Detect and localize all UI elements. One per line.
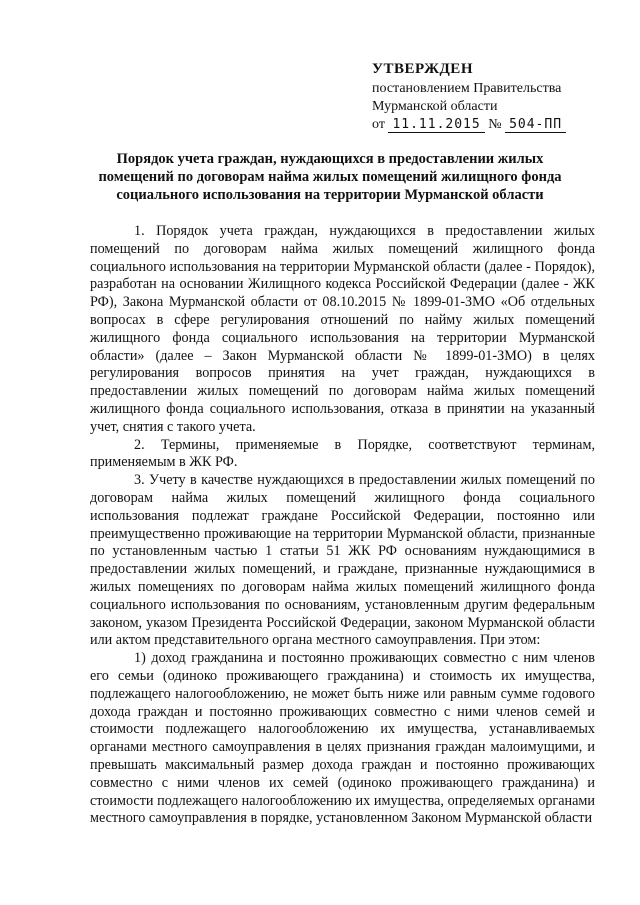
paragraph-3: 3. Учету в качестве нуждающихся в предоставлении жилых помещений по договорам найма жилых помещений жилищного фонда социального использования подлежат граждане Российской Федерации, постоянно или преимущественно проживающие на территории Мурманской области, признанные по установленным частью 1 статьи 51 ЖК РФ основаниям нуждающимися в предоставлении жилых помещений, и граждане, признанные нуждающимися в жилых помещениях по договорам найма жилых помещений жилищного фонда социального использования по основаниям, установленным другим федеральным законом, указом Президента Российской Федерации, законом Мурманской области или актом представительного органа местного самоуправления. При этом: bbox=[90, 472, 595, 649]
handwritten-date: 11.11.2015 bbox=[388, 118, 484, 133]
number-prefix: № bbox=[488, 117, 502, 132]
paragraph-1: 1. Порядок учета граждан, нуждающихся в предоставлении жилых помещений по договорам найма жилых помещений жилищного фонда социального использования на территории Мурманской области (далее - Порядок), разработан на основании Жилищного кодекса Российской Федерации (далее - ЖК РФ), Закона Мурманской области от 08.10.2015 № 1899-01-ЗМО «Об отдельных вопросах в сфере регулирования отношений по найму жилых помещений жилищного фонда социального использования на территории Мурманской области» (далее – Закон Мурманской области № 1899-01-ЗМО) в целях регулирования вопросов принятия на учет граждан, нуждающихся в предоставлении жилых помещений по договорам найма жилых помещений жилищного фонда социального использования, отказа в принятии на указанный учет, снятия с такого учета. bbox=[90, 223, 595, 435]
paragraph-2: 2. Термины, применяемые в Порядке, соответствуют терминам, применяемым в ЖК РФ. bbox=[90, 436, 595, 471]
approval-heading: УТВЕРЖДЕН bbox=[372, 61, 473, 77]
approval-stamp-block bbox=[372, 60, 622, 134]
document-body bbox=[90, 223, 595, 828]
handwritten-number: 504-ПП bbox=[505, 118, 566, 133]
approval-date-line bbox=[372, 116, 622, 134]
approval-line-1: постановлением Правительства bbox=[372, 81, 562, 96]
date-prefix: от bbox=[372, 117, 385, 132]
paragraph-3-subitem-1: 1) доход гражданина и постоянно проживающих совместно с ним членов его семьи (одиноко проживающего гражданина) и стоимость их имущества, подлежащего налогообложению, не может быть ниже или равным сумме годового дохода граждан и постоянно проживающих совместно с ними членов семей и стоимости подлежащего налогообложению их имущества, устанавливаемых органами местного самоуправления в целях признания граждан малоимущими, и превышать максимальный размер дохода граждан и постоянно проживающих совместно с ними членов их семей (одиноко проживающего гражданина) и стоимости подлежащего налогообложению их имущества, определяемых органами местного самоуправления в порядке, установленном Законом Мурманской области bbox=[90, 650, 595, 827]
document-title: Порядок учета граждан, нуждающихся в предоставлении жилых помещений по договорам найма жилых помещений жилищного фонда социального использования на территории Мурманской области bbox=[98, 151, 562, 203]
approval-line-2: Мурманской области bbox=[372, 99, 498, 114]
